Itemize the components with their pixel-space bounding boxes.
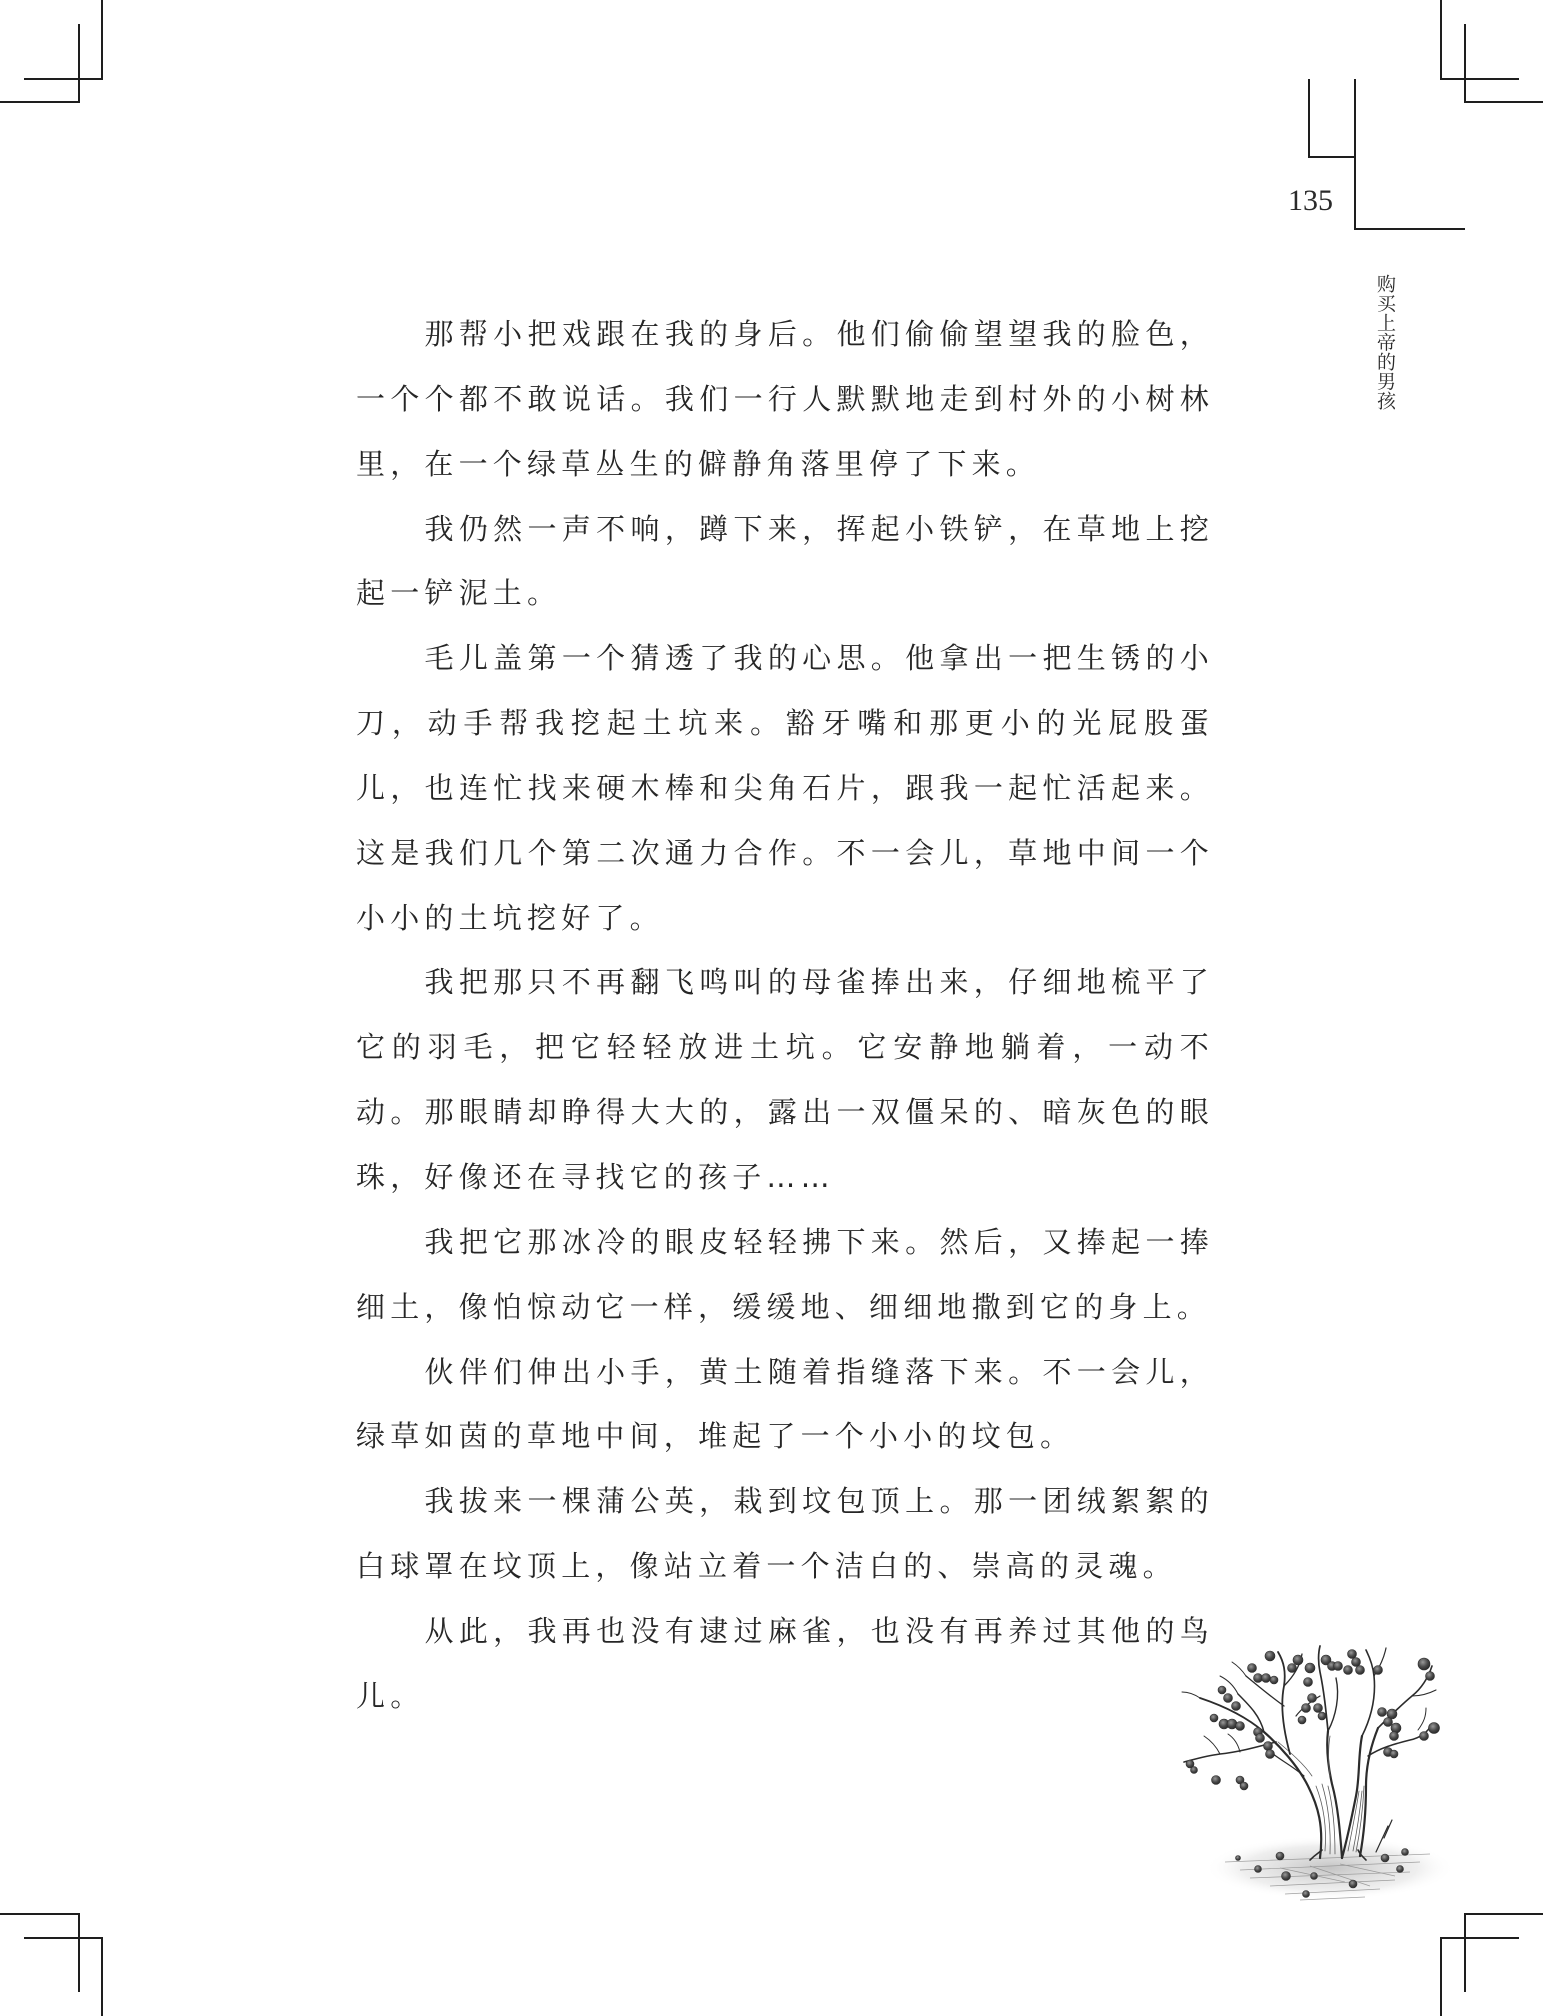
crop-mark-bottom-left-inner-vertical: [78, 1913, 80, 1992]
crop-mark-bottom-left-outer-horizontal: [24, 1937, 103, 1939]
crop-mark-top-right-outer-horizontal: [1440, 78, 1519, 80]
folio-bracket-right-horizontal: [1354, 228, 1465, 230]
paragraph: 那帮小把戏跟在我的身后。他们偷偷望望我的脸色，一个个都不敢说话。我们一行人默默地走到村外的小树林里，在一个绿草丛生的僻静角落里停了下来。: [356, 317, 1214, 481]
crop-mark-top-right-inner-vertical: [1464, 24, 1466, 103]
paragraph: 毛儿盖第一个猜透了我的心思。他拿出一把生锈的小刀，动手帮我挖起土坑来。豁牙嘴和那更小的光屁股蛋儿，也连忙找来硬木棒和尖角石片，跟我一起忙活起来。这是我们几个第二次通力合作。不一会儿，草地中间一个小小的土坑挖好了。: [356, 641, 1214, 935]
running-title: 购买上帝的男孩: [1374, 274, 1396, 411]
paragraph: 伙伴们伸出小手，黄土随着指缝落下来。不一会儿，绿草如茵的草地中间，堆起了一个小小的坟包。: [356, 1354, 1214, 1454]
crop-mark-bottom-left-outer-vertical: [101, 1937, 103, 2016]
crop-mark-bottom-right-outer-vertical: [1440, 1937, 1442, 2016]
crop-mark-top-left-outer-vertical: [101, 0, 103, 79]
paragraph: 我拔来一棵蒲公英，栽到坟包顶上。那一团绒絮絮的白球罩在坟顶上，像站立着一个洁白的、崇高的灵魂。: [356, 1484, 1214, 1584]
paragraph: 我把那只不再翻飞鸣叫的母雀捧出来，仔细地梳平了它的羽毛，把它轻轻放进土坑。它安静地躺着，一动不动。那眼睛却睁得大大的，露出一双僵呆的、暗灰色的眼珠，好像还在寻找它的孩子……: [356, 965, 1214, 1194]
body-text: [356, 302, 1214, 1729]
crop-mark-top-left-inner-horizontal: [0, 101, 80, 103]
folio-bracket-left-horizontal: [1308, 156, 1355, 158]
tree-illustration: [1180, 1636, 1470, 1936]
folio-bracket-right-vertical: [1354, 79, 1356, 230]
crop-mark-bottom-right-inner-horizontal: [1464, 1913, 1543, 1915]
crop-mark-bottom-left-inner-horizontal: [0, 1913, 80, 1915]
page-number: 135: [1288, 184, 1333, 217]
crop-mark-bottom-right-outer-horizontal: [1440, 1937, 1519, 1939]
folio-bracket-left-vertical: [1308, 79, 1310, 158]
tree-sketch-icon: [1180, 1636, 1470, 1936]
paragraph: 从此，我再也没有逮过麻雀，也没有再养过其他的鸟儿。: [356, 1613, 1214, 1713]
crop-mark-top-right-inner-horizontal: [1464, 101, 1543, 103]
crop-mark-top-left-inner-vertical: [78, 24, 80, 103]
paragraph: 我把它那冰冷的眼皮轻轻拂下来。然后，又捧起一捧细土，像怕惊动它一样，缓缓地、细细地撒到它的身上。: [356, 1224, 1214, 1324]
crop-mark-top-left-outer-horizontal: [24, 78, 103, 80]
crop-mark-top-right-outer-vertical: [1440, 0, 1442, 79]
paragraph: 我仍然一声不响，蹲下来，挥起小铁铲，在草地上挖起一铲泥土。: [356, 511, 1214, 611]
